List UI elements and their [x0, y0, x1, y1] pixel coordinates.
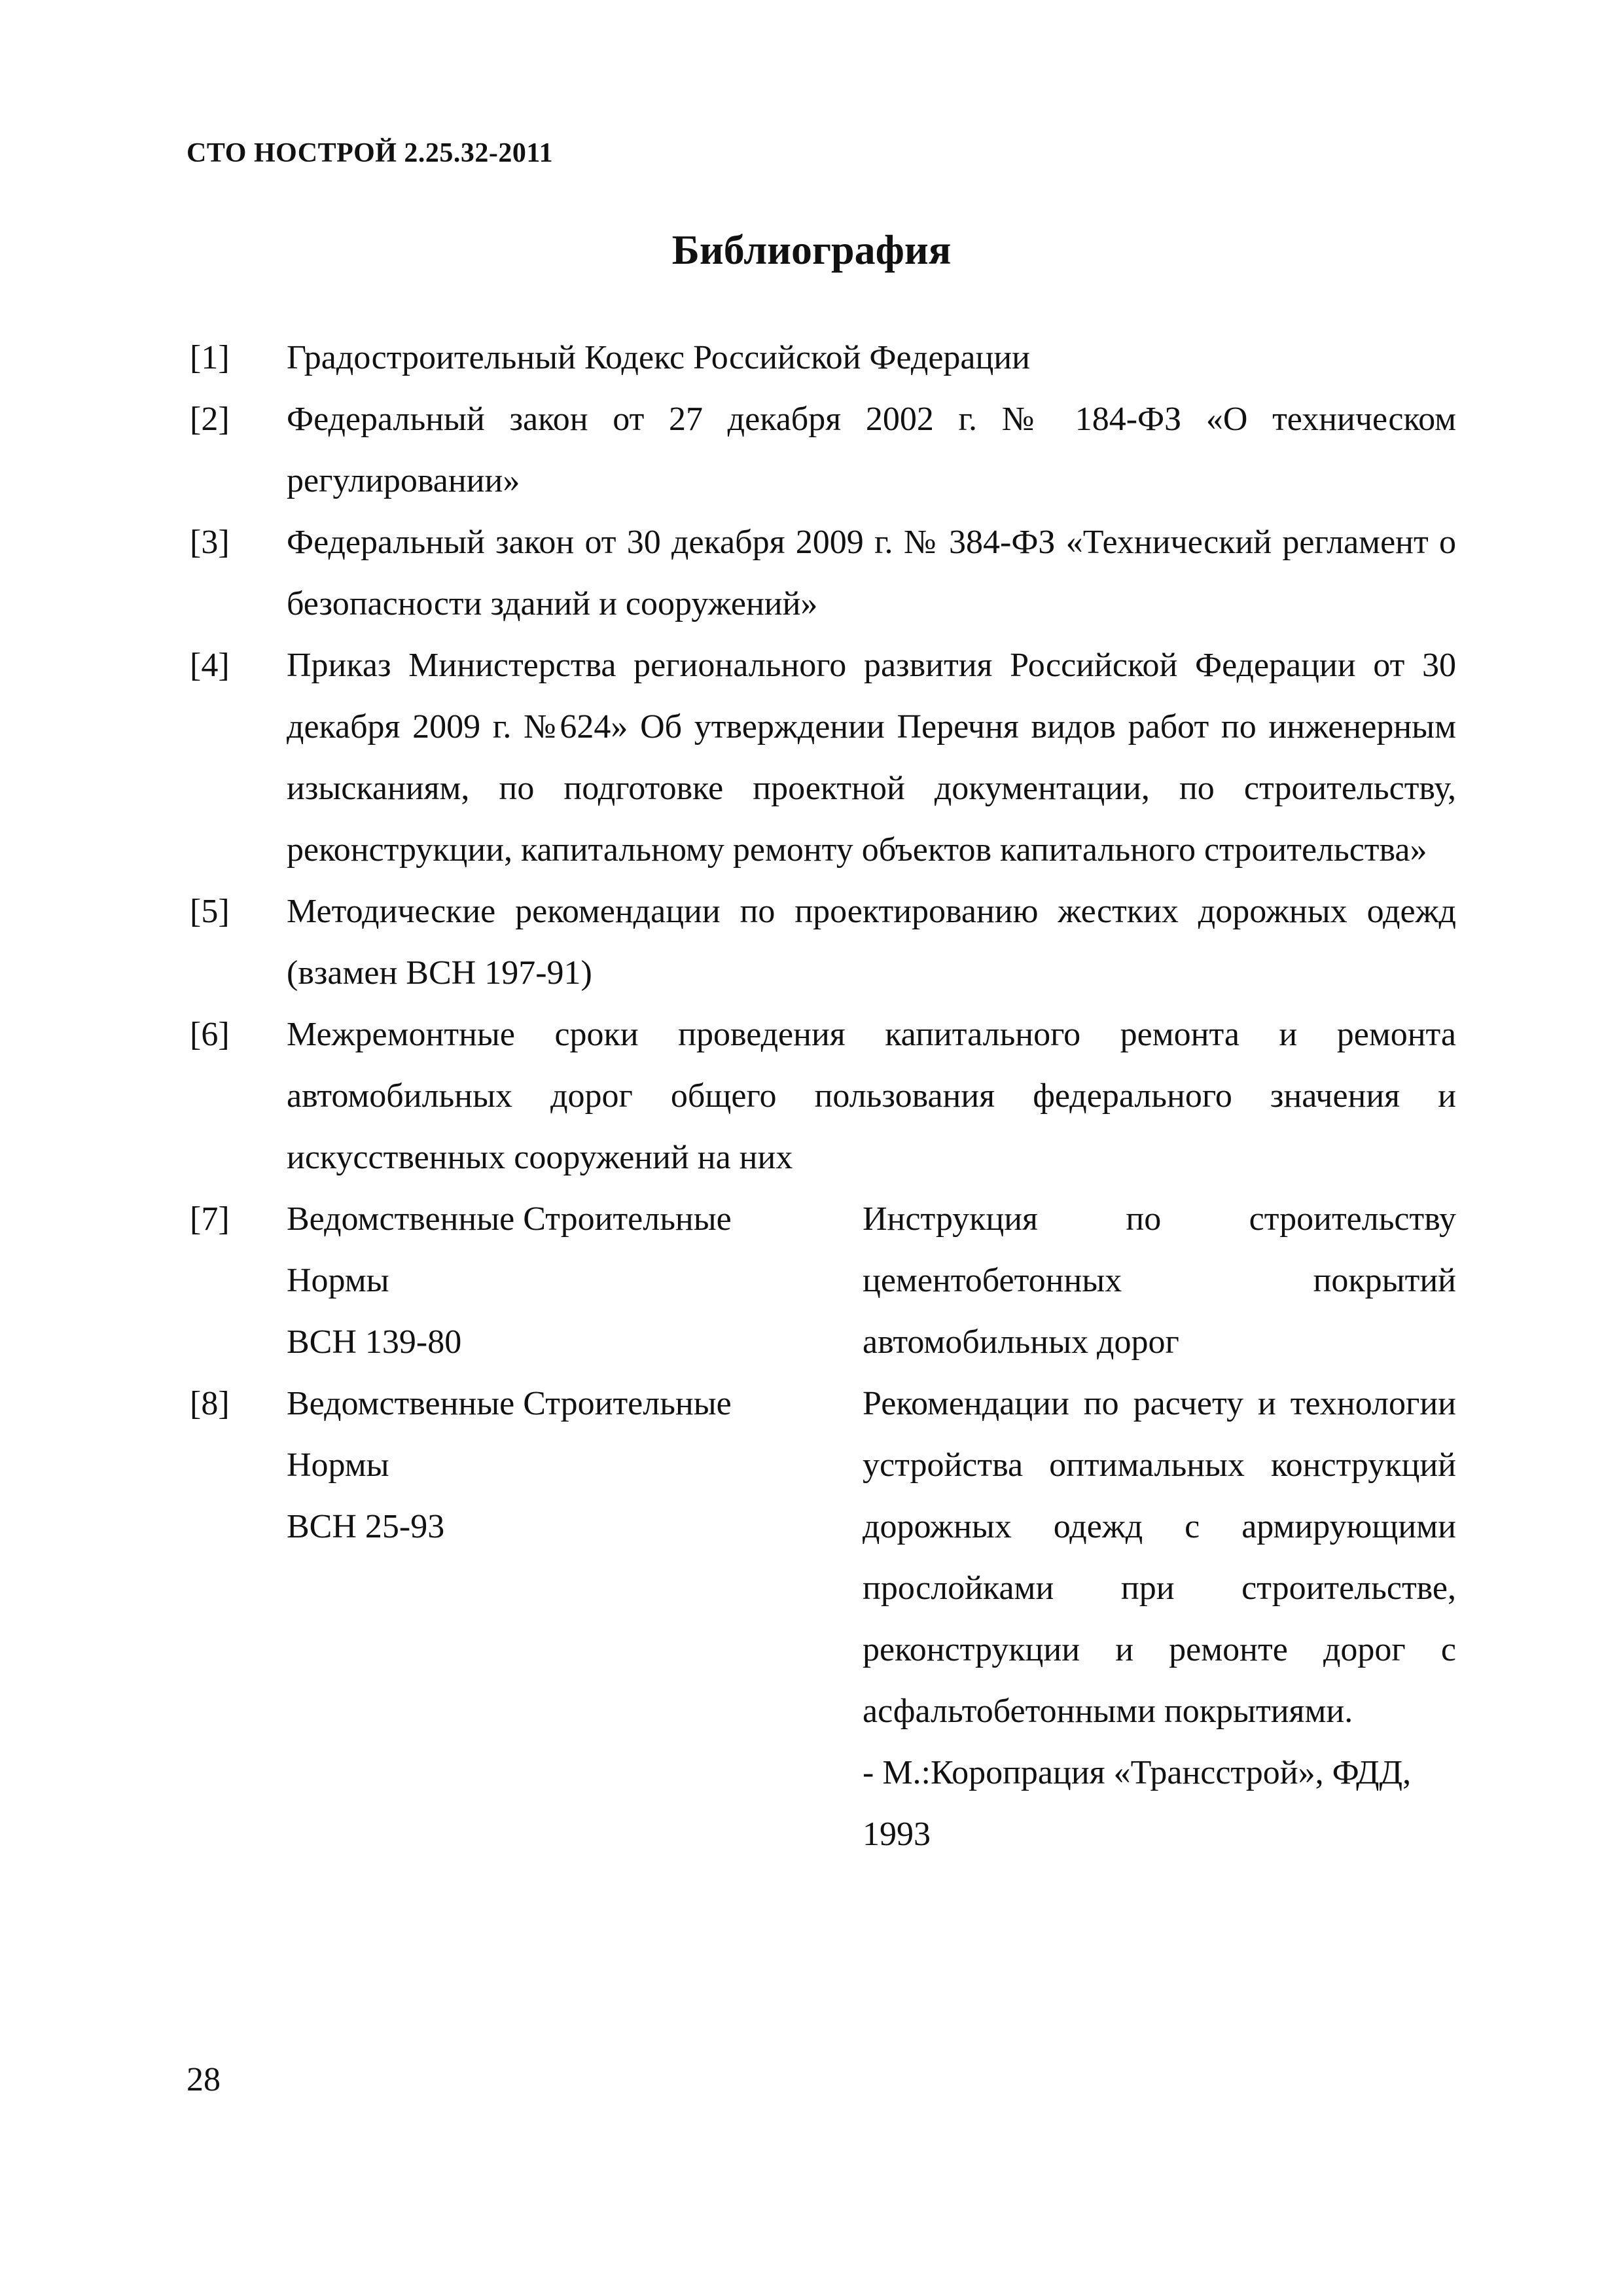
entry-text: Методические рекомендации по проектированию жестких дорожных одежд (взамен ВСН 197-91): [287, 893, 1456, 992]
entry-text: Федеральный закон от 27 декабря 2002 г. № 184-ФЗ «О техническом регулировании»: [287, 401, 1456, 499]
entry-title: Рекомендации по расчету и технологии устройства оптимальных конструкций дорожных одежд с армирующими прослойками при строительстве, реконструкции и ремонте дорог с асфальтобетонными покрытиями.: [863, 1385, 1456, 1730]
document-header: СТО НОСТРОЙ 2.25.32-2011: [187, 138, 554, 168]
entry-source: [287, 1373, 863, 1865]
source-code: ВСН 139-80: [287, 1323, 462, 1361]
page-number: 28: [187, 2061, 221, 2098]
bibliography-entry-6: [190, 1004, 1459, 1189]
entry-text: Межремонтные сроки проведения капитального ремонта и ремонта автомобильных дорог общего пользования федерального значения и искусственных сооружений на них: [287, 1016, 1456, 1176]
entry-number: [6]: [190, 1016, 230, 1053]
bibliography-entry-7: [190, 1189, 1459, 1373]
entry-year: 1993: [863, 1816, 931, 1853]
bibliography-entry-3: [190, 512, 1459, 635]
source-line: Нормы: [287, 1262, 389, 1299]
entry-text: Федеральный закон от 30 декабря 2009 г. № 384-ФЗ «Технический регламент о безопасности зданий и сооружений»: [287, 524, 1456, 622]
entry-number: [5]: [190, 893, 230, 930]
source-line: Ведомственные Строительные: [287, 1200, 732, 1238]
entry-number: [4]: [190, 647, 230, 684]
entry-details: [863, 1373, 1456, 1865]
page-title: Библиография: [671, 226, 952, 273]
bibliography-entry-8: [190, 1373, 1459, 1865]
entry-text: Приказ Министерства регионального развития Российской Федерации от 30 декабря 2009 г. №624» Об утверждении Перечня видов работ по инженерным изысканиям, по подготовке проектной документации, по строительству, реконструкции, капитальному ремонту объектов капитального строительства»: [287, 647, 1456, 869]
entry-number: [7]: [190, 1200, 230, 1238]
entry-number: [1]: [190, 339, 230, 376]
bibliography-list: [190, 327, 1459, 1865]
entry-title: Инструкция по строительству цементобетонных покрытий автомобильных дорог: [863, 1200, 1456, 1361]
entry-publisher: - М.:Коропрация «Трансстрой», ФДД,: [863, 1754, 1412, 1791]
entry-source: [287, 1189, 863, 1373]
source-line: Нормы: [287, 1446, 389, 1484]
source-line: Ведомственные Строительные: [287, 1385, 732, 1422]
source-code: ВСН 25-93: [287, 1508, 445, 1545]
entry-number: [3]: [190, 524, 230, 561]
entry-text: Градостроительный Кодекс Российской Федерации: [287, 339, 1030, 376]
bibliography-entry-2: [190, 389, 1459, 512]
bibliography-entry-1: [190, 327, 1459, 389]
bibliography-entry-5: [190, 881, 1459, 1004]
bibliography-entry-4: [190, 635, 1459, 881]
entry-number: [2]: [190, 401, 230, 438]
entry-number: [8]: [190, 1385, 230, 1422]
